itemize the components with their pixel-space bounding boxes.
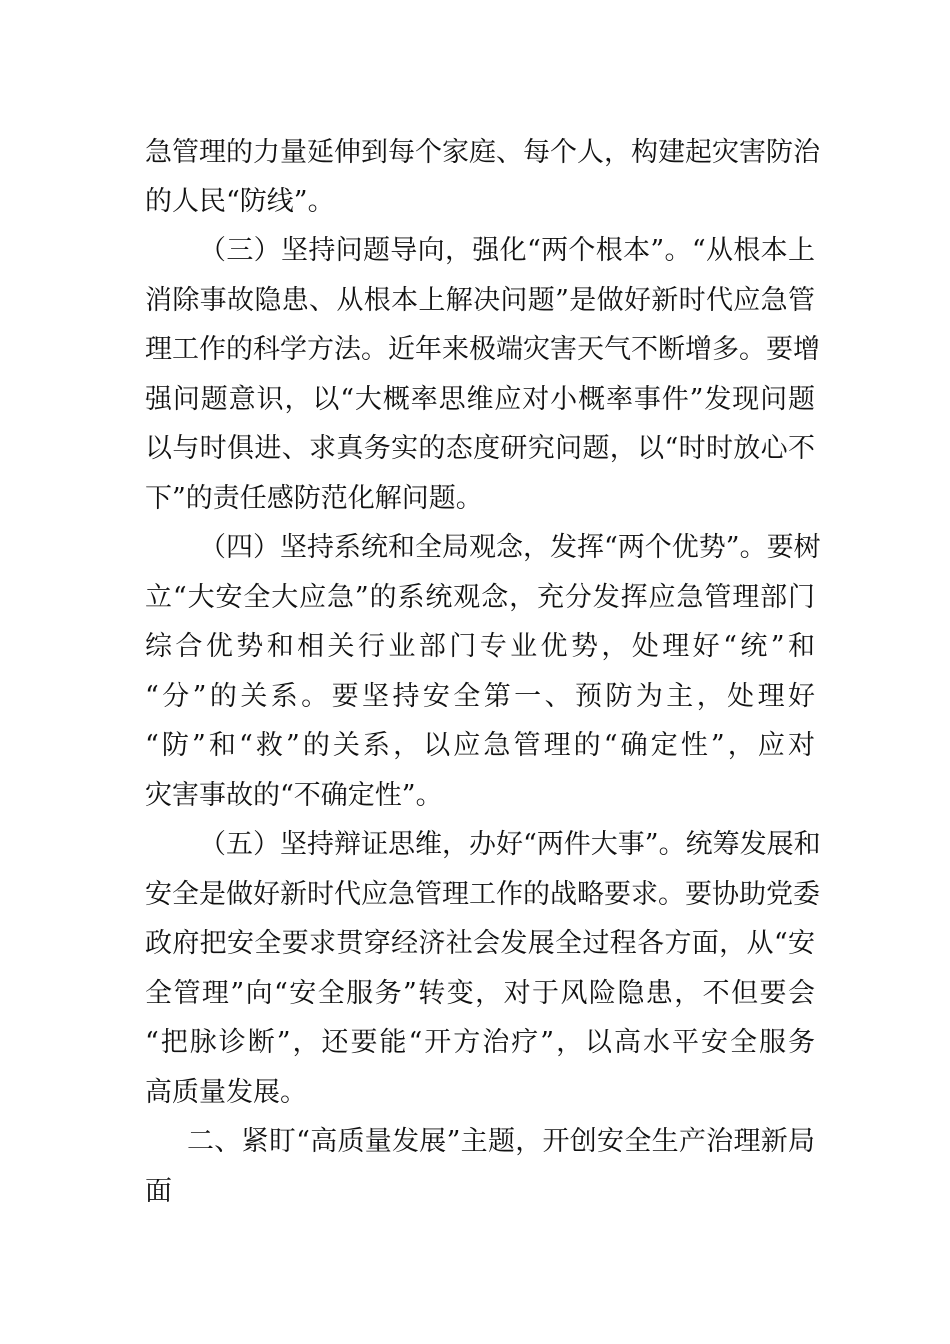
paragraph-line: 高质量发展。: [145, 1077, 307, 1108]
paragraph-line: 立“大安全大应急”的系统观念，充分发挥应急管理部门: [145, 582, 815, 613]
section-heading-line: 面: [145, 1176, 172, 1207]
paragraph-line: 以与时俱进、求真务实的态度研究问题，以“时时放心不: [145, 433, 815, 464]
paragraph-line: （五）坚持辩证思维，办好“两件大事”。统筹发展和: [199, 829, 821, 860]
section-heading-line: 二、紧盯“高质量发展”主题，开创安全生产治理新局: [187, 1126, 815, 1157]
paragraph-line: 下”的责任感防范化解问题。: [145, 483, 483, 514]
paragraph-line: 全管理”向“安全服务”转变，对于风险隐患，不但要会: [145, 978, 815, 1009]
paragraph-line: 强问题意识，以“大概率思维应对小概率事件”发现问题: [145, 384, 815, 415]
paragraph-line: 安全是做好新时代应急管理工作的战略要求。要协助党委: [145, 879, 820, 910]
paragraph-line: 消除事故隐患、从根本上解决问题”是做好新时代应急管: [145, 285, 815, 316]
paragraph-line: 灾害事故的“不确定性”。: [145, 780, 443, 811]
paragraph-line: 的人民“防线”。: [145, 186, 335, 217]
paragraph-line: 政府把安全要求贯穿经济社会发展全过程各方面，从“安: [145, 928, 815, 959]
paragraph-line: 急管理的力量延伸到每个家庭、每个人，构建起灾害防治: [145, 137, 820, 168]
paragraph-line: “防”和“救”的关系，以应急管理的“确定性”，应对: [145, 730, 815, 761]
paragraph-line: 综合优势和相关行业部门专业优势，处理好“统”和: [145, 631, 815, 662]
paragraph-line: （四）坚持系统和全局观念，发挥“两个优势”。要树: [199, 532, 821, 563]
paragraph-line: “分”的关系。要坚持安全第一、预防为主，处理好: [145, 681, 815, 712]
paragraph-line: 理工作的科学方法。近年来极端灾害天气不断增多。要增: [145, 334, 820, 365]
paragraph-line: “把脉诊断”，还要能“开方治疗”，以高水平安全服务: [145, 1027, 815, 1058]
paragraph-line: （三）坚持问题导向，强化“两个根本”。“从根本上: [199, 235, 815, 266]
